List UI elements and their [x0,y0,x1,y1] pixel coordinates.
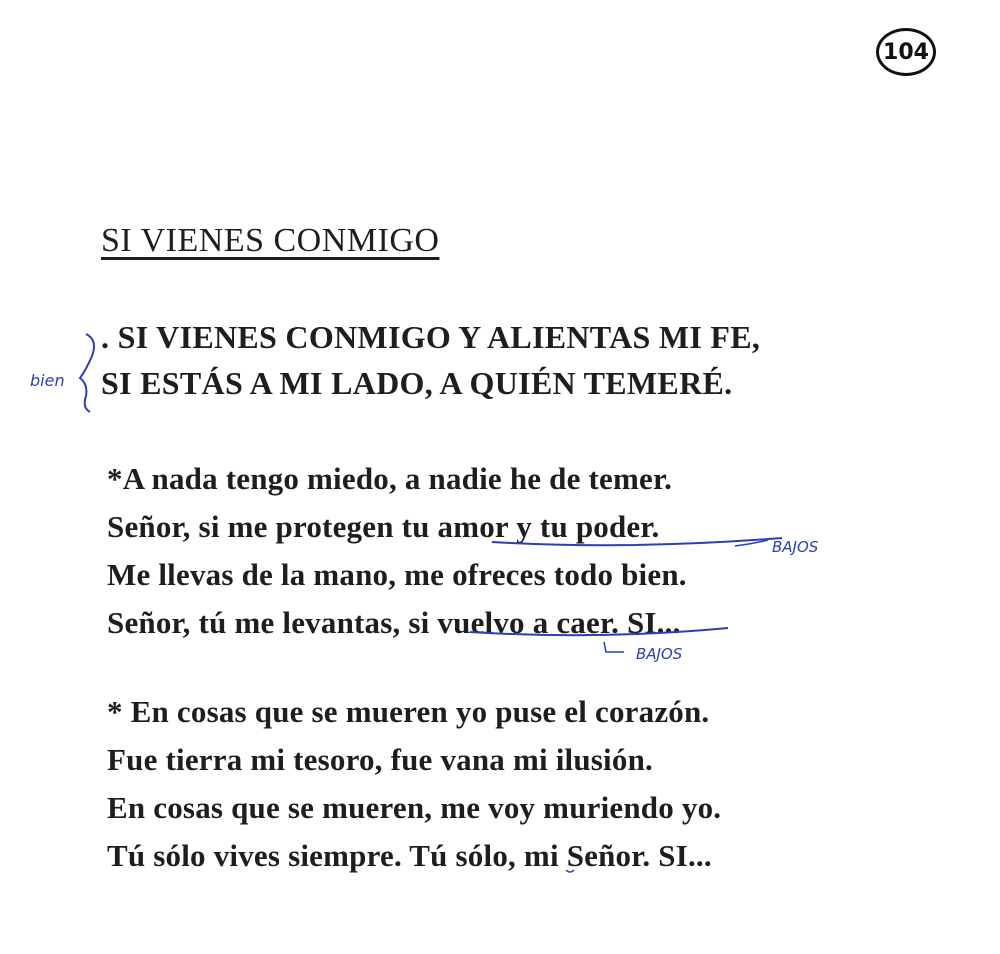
stanza-line: En cosas que se mueren, me voy muriendo yo. [107,790,722,825]
pen-note-2: BAJOS [636,645,683,663]
stanza-line: Tú sólo vives siempre. Tú sólo, mi Señor. SI... [107,838,712,873]
stanza-1 [107,455,687,647]
stanza-line: Señor, si me protegen tu amor y tu poder. [107,509,660,544]
margin-note: bien [30,371,65,390]
arrow-1 [735,540,768,546]
pen-note-1: BAJOS [772,538,819,556]
stanza-line: * En cosas que se mueren yo puse el corazón. [107,694,710,729]
page-number: 104 [876,28,936,76]
song-title: SI VIENES CONMIGO [101,222,440,259]
chorus [101,314,760,406]
stanza-line: Me llevas de la mano, me ofreces todo bien. [107,557,687,592]
stanza-line: Señor, tú me levantas, si vuelvo a caer. SI... [107,605,681,640]
margin-brace [80,334,94,412]
stanza-line: *A nada tengo miedo, a nadie he de temer. [107,461,673,496]
chorus-line: SI ESTÁS A MI LADO, A QUIÉN TEMERÉ. [101,365,733,401]
stanza-line: Fue tierra mi tesoro, fue vana mi ilusión. [107,742,653,777]
chorus-line: . SI VIENES CONMIGO Y ALIENTAS MI FE, [101,319,761,355]
stanza-2 [107,688,721,880]
